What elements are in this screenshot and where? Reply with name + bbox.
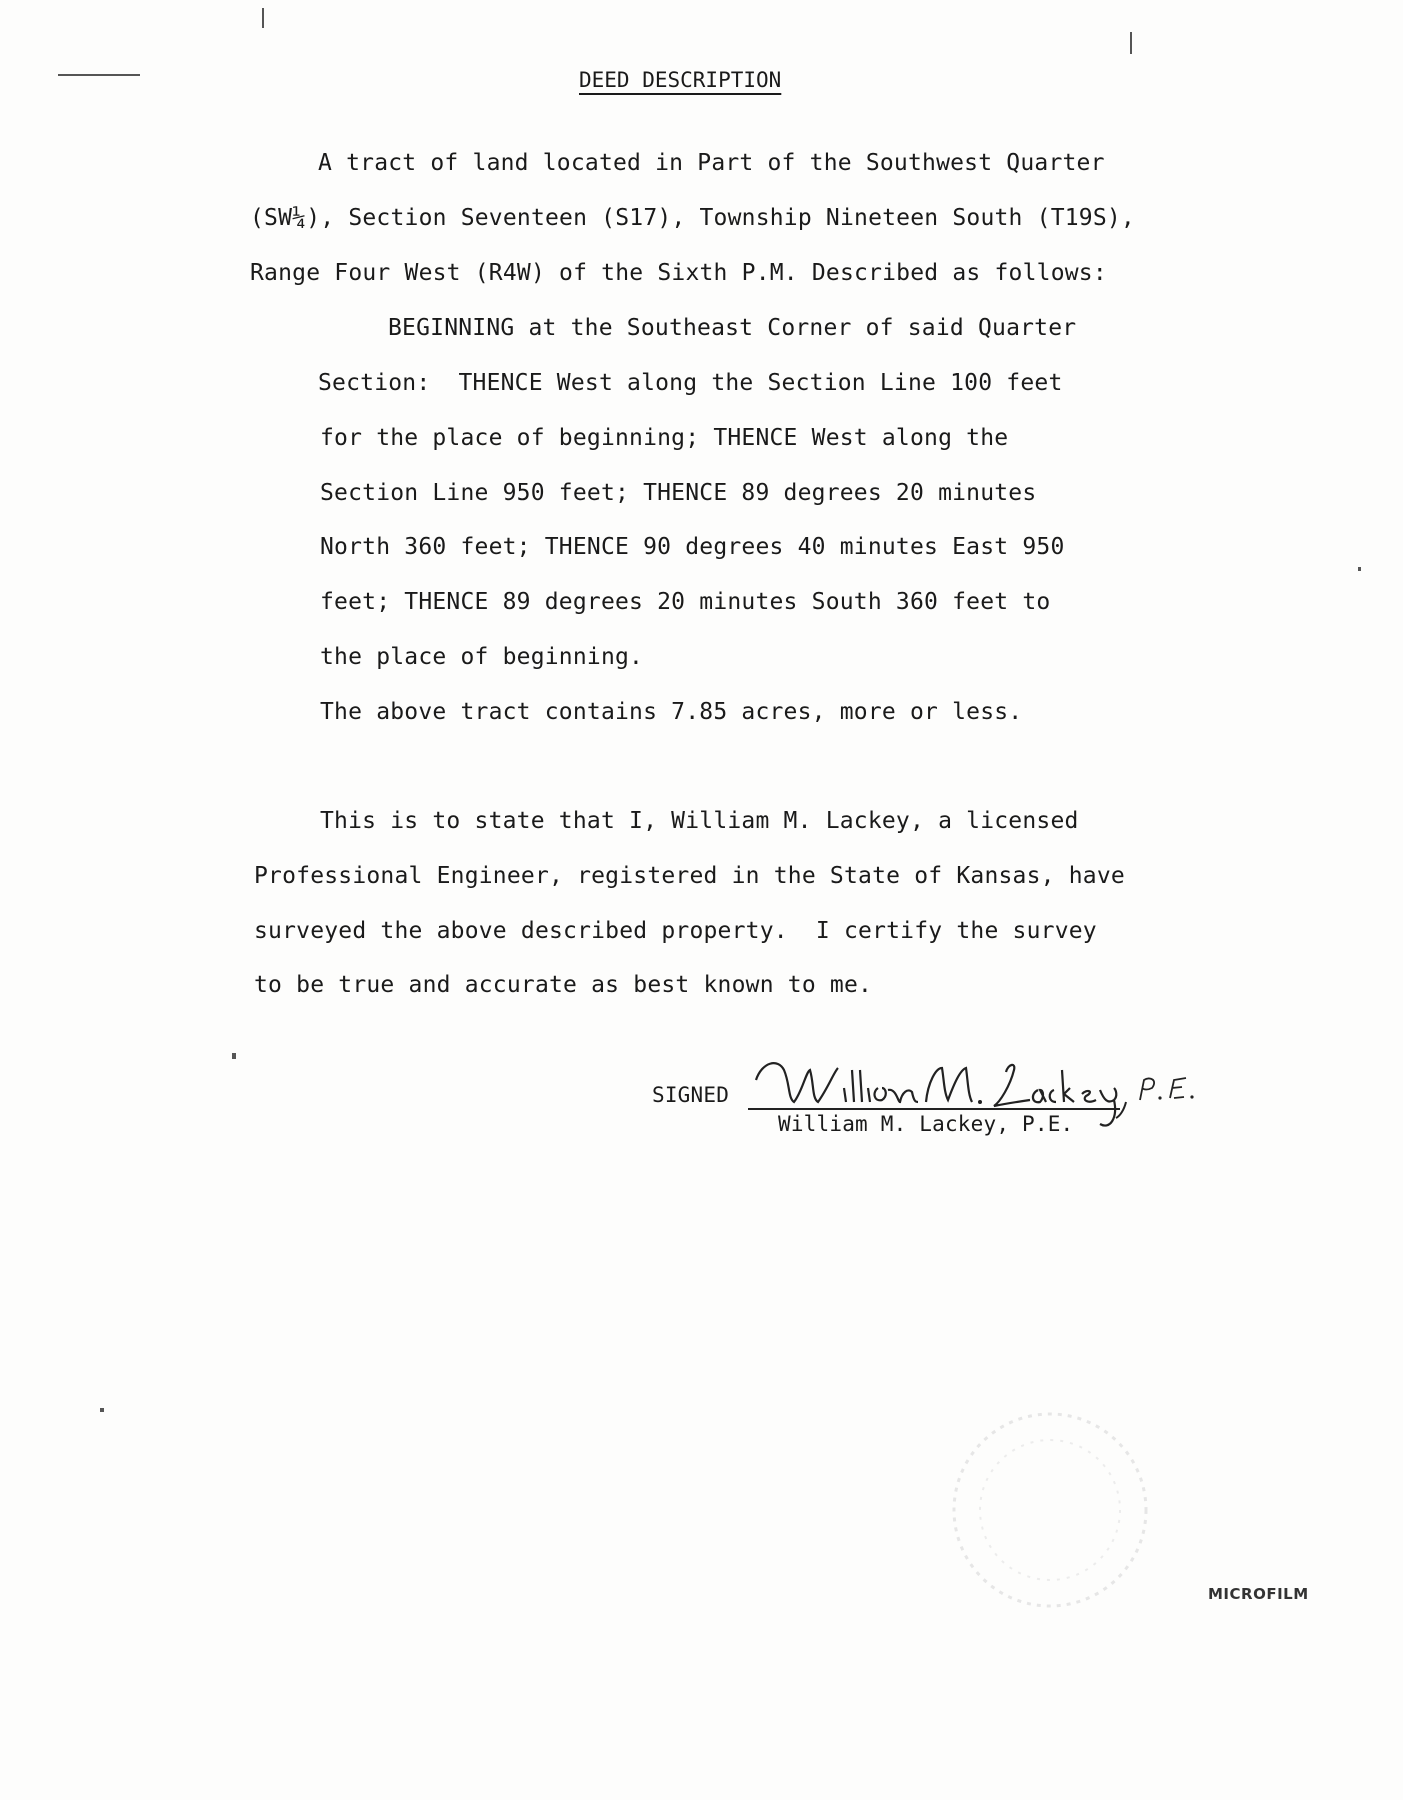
- signature-line: [748, 1108, 1120, 1110]
- scan-mark-top-right: [1130, 32, 1132, 54]
- certification-line-1: This is to state that I, William M. Lackey, a licensed: [320, 808, 1079, 834]
- acreage-line: The above tract contains 7.85 acres, more or less.: [320, 699, 1023, 725]
- scan-dot-1: [232, 1053, 236, 1059]
- certification-line-3: surveyed the above described property. I certify the survey: [254, 918, 1097, 944]
- paragraph1-line-1: A tract of land located in Part of the Southwest Quarter: [318, 150, 1105, 176]
- signed-label: SIGNED: [652, 1083, 730, 1107]
- scan-dash-left: [58, 74, 140, 76]
- scan-dot-2: [100, 1408, 104, 1412]
- beginning-line-4: Section Line 950 feet; THENCE 89 degrees 20 minutes: [320, 480, 1037, 506]
- document-title: DEED DESCRIPTION: [579, 68, 782, 92]
- certification-line-4: to be true and accurate as best known to me.: [254, 972, 873, 998]
- certification-line-2: Professional Engineer, registered in the State of Kansas, have: [254, 863, 1125, 889]
- beginning-line-3: for the place of beginning; THENCE West along the: [320, 425, 1009, 451]
- microfilm-stamp: MICROFILM: [1208, 1585, 1309, 1603]
- beginning-line-7: the place of beginning.: [320, 644, 644, 670]
- paragraph1-line-3: Range Four West (R4W) of the Sixth P.M. Described as follows:: [250, 260, 1107, 286]
- scan-mark-top-left: [262, 8, 264, 28]
- beginning-line-2: Section: THENCE West along the Section Line 100 feet: [318, 370, 1063, 396]
- beginning-line-6: feet; THENCE 89 degrees 20 minutes South 360 feet to: [320, 589, 1051, 615]
- beginning-line-5: North 360 feet; THENCE 90 degrees 40 minutes East 950: [320, 534, 1065, 560]
- signer-typed-name: William M. Lackey, P.E.: [778, 1112, 1074, 1136]
- embossed-seal: [940, 1400, 1160, 1620]
- paragraph1-line-2: (SW¼), Section Seventeen (S17), Township Nineteen South (T19S),: [250, 205, 1135, 231]
- beginning-line-1: BEGINNING at the Southeast Corner of said Quarter: [388, 315, 1077, 341]
- scan-dot-3: [1358, 567, 1361, 571]
